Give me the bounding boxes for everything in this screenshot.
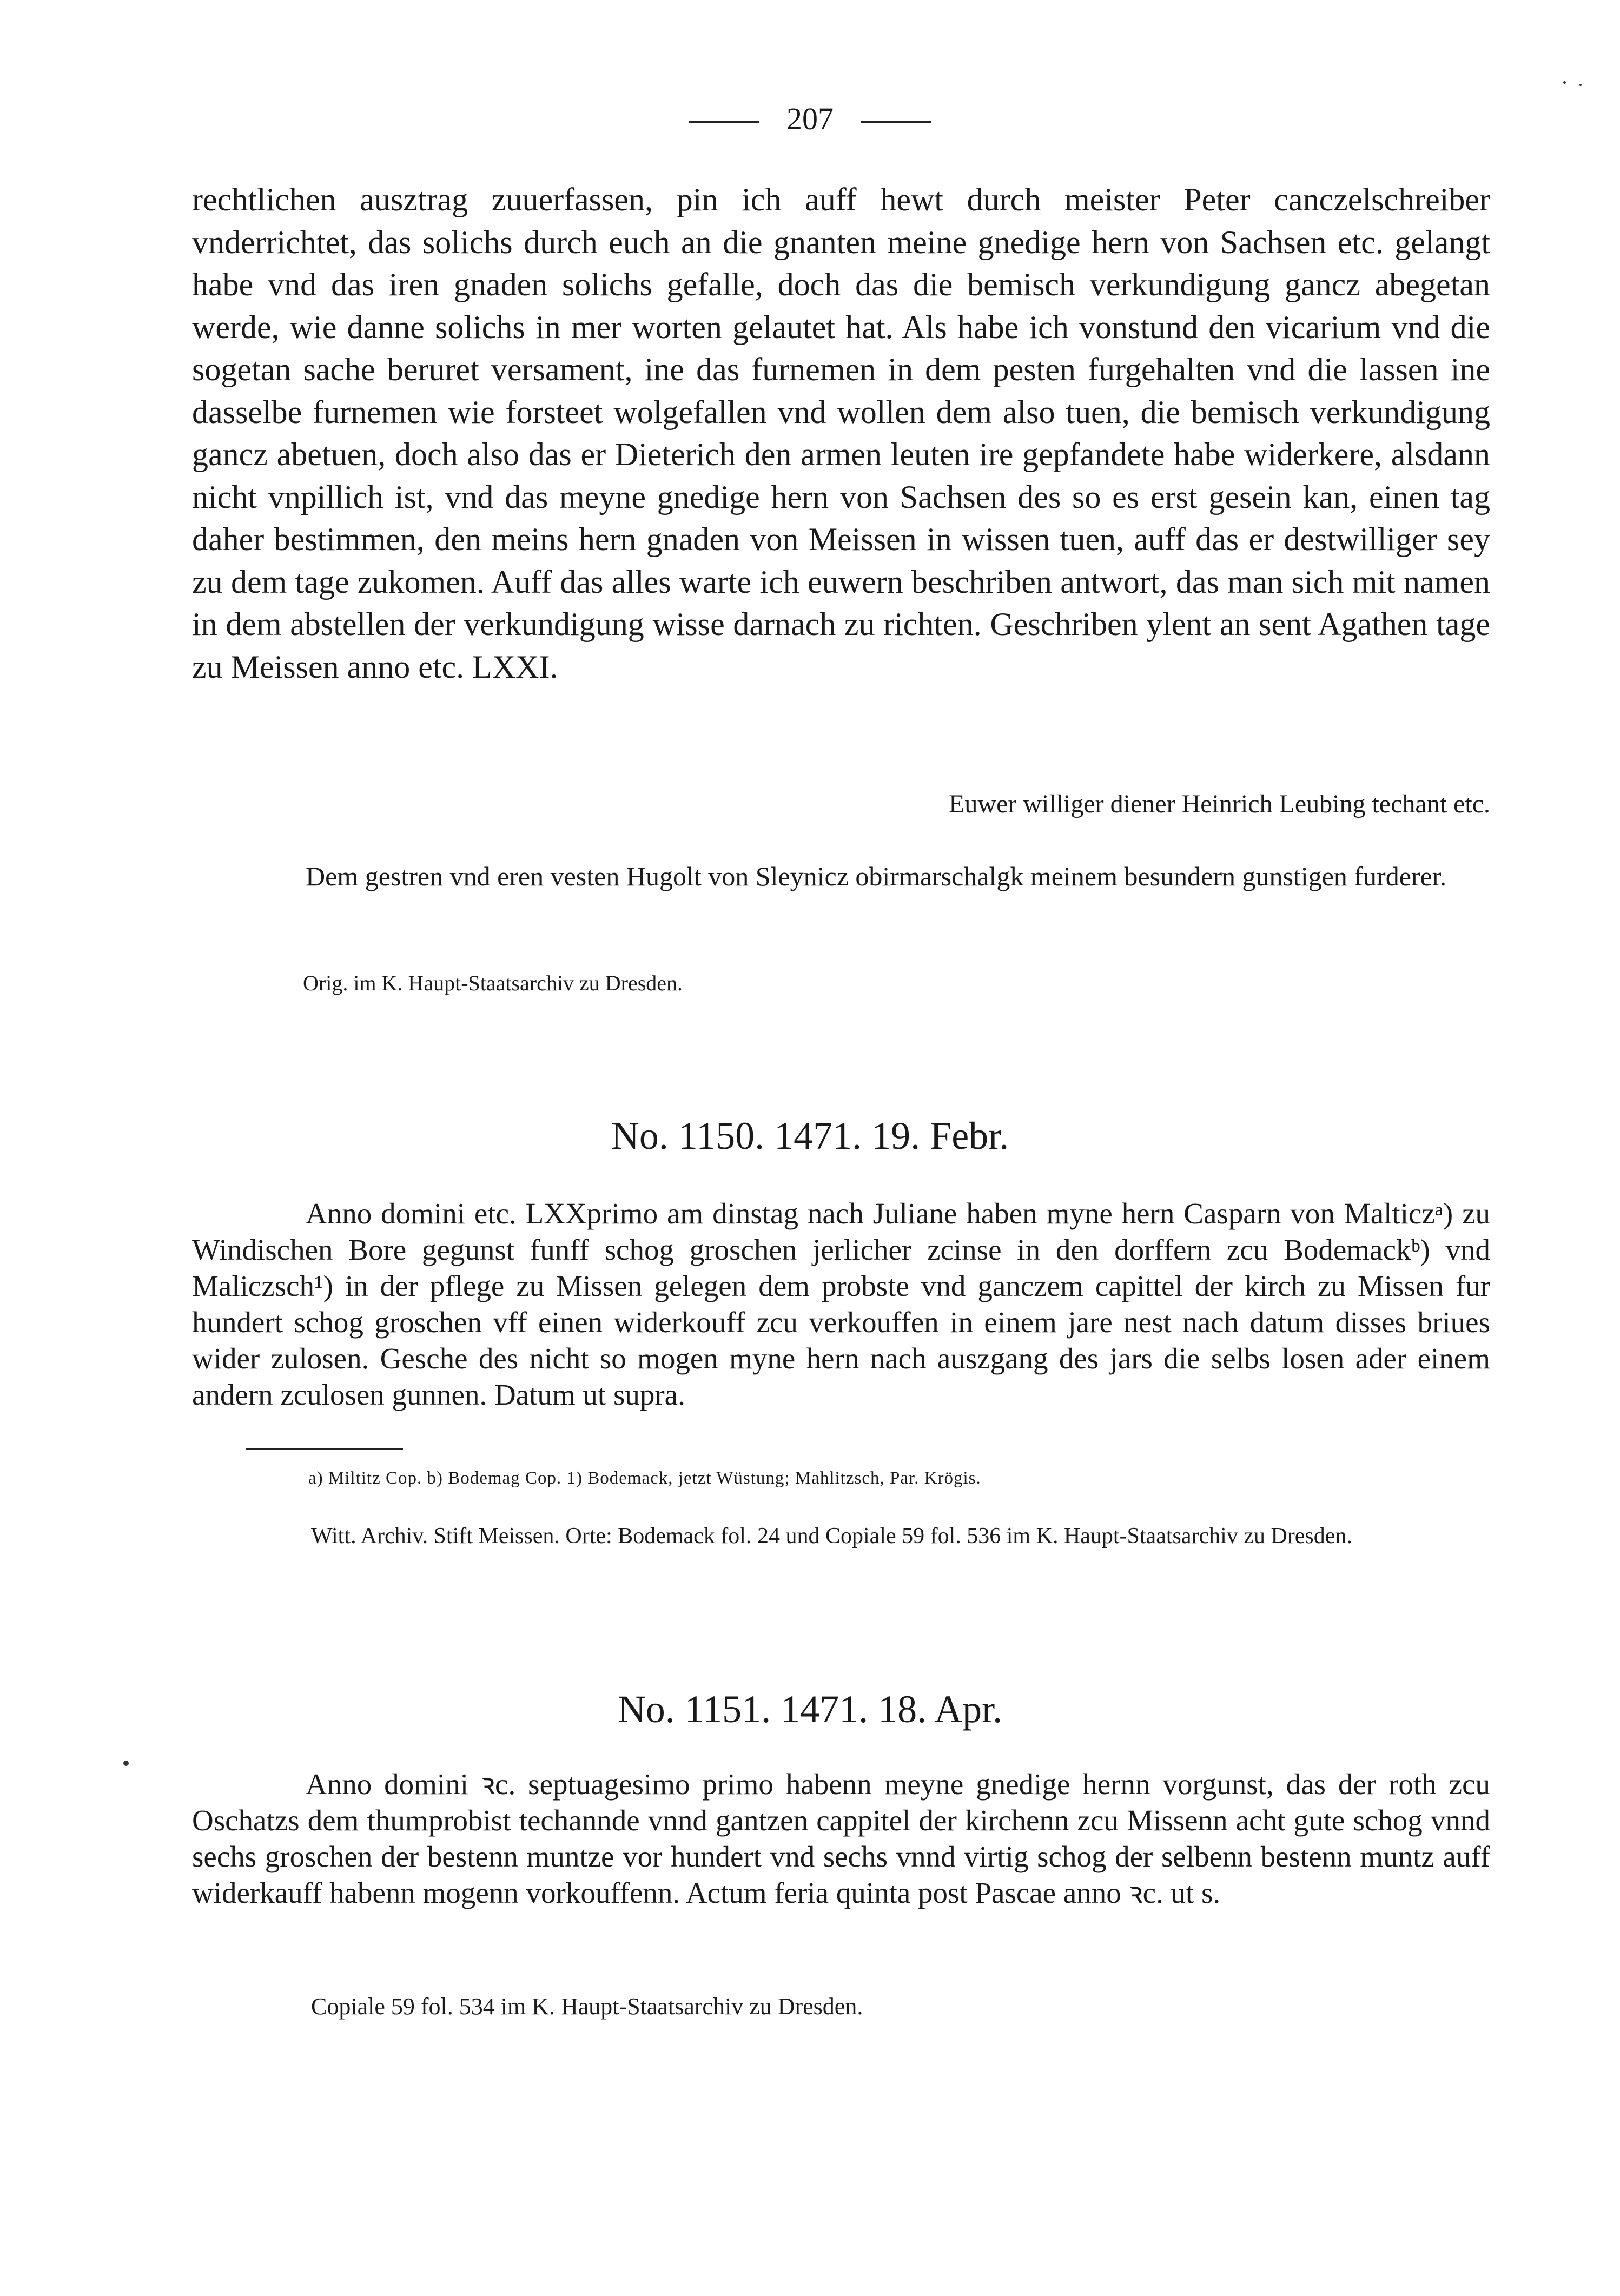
entry-1151-paragraph: Anno domini ꝛc. septuagesimo primo habenn meyne gnedige hernn vorgunst, das der roth zcu Oschatzs dem thumprobist techannde vnnd gantzen cappitel der kirchenn zcu Missenn acht gute schog vnnd sechs groschen der bestenn muntze vor hundert vnd sechs vnnd virtig schog der selbenn bestenn muntz auff widerkauff habenn mogenn vorkouffenn. Actum feria quinta post Pascae anno ꝛc. ut s. [192,1768,1490,1909]
ink-speck [1563,81,1566,84]
page-header [0,100,1620,138]
page-number: 207 [786,101,834,136]
header-rule-left [689,121,759,123]
letter-signature: Euwer williger diener Heinrich Leubing techant etc. [949,790,1490,818]
entry-1151-text [192,1766,1490,1911]
letter-continued-text [192,178,1490,688]
entry-1150-archive: Witt. Archiv. Stift Meissen. Orte: Bodemack fol. 24 und Copiale 59 fol. 536 im K. Haupt-Staatsarchiv zu Dresden. [311,1524,1352,1549]
entry-1150-footnotes: a) Miltitz Cop. b) Bodemag Cop. 1) Bodemack, jetzt Wüstung; Mahlitzsch, Par. Krögis. [308,1468,981,1488]
ink-speck [123,1761,129,1766]
letter-address: Dem gestren vnd eren vesten Hugolt von Sleynicz obirmarschalgk meinem besundern gunstigen furderer. [306,861,1447,891]
header-rule-right [861,121,931,123]
footnote-rule [246,1448,403,1450]
letter-paragraph: rechtlichen ausztrag zuuerfassen, pin ich auff hewt durch meister Peter canczelschreiber vnderrichtet, das solichs durch euch an die gnanten meine gnedige hern von Sachsen etc. gelangt habe vnd das iren gnaden solichs gefalle, doch das die bemisch verkundigung gancz abegetan werde, wie danne solichs in mer worten gelautet hat. Als habe ich vonstund den vicarium vnd die sogetan sache beruret versament, ine das furnemen in dem pesten furgehalten vnd die lassen ine dasselbe furnemen wie forsteet wolgefallen vnd wollen dem also tuen, die bemisch verkundigung gancz abetuen, doch also das er Dieterich den armen leuten ire gepfandete habe widerkere, alsdann nicht vnpillich ist, vnd das meyne gnedige hern von Sachsen des so es erst gesein kan, einen tag daher bestimmen, den meins hern gnaden von Meissen in wissen tuen, auff das er destwilliger sey zu dem tage zukomen. Auff das alles warte ich euwern beschriben antwort, das man sich mit namen in dem abstellen der verkundigung wisse darnach zu richten. Geschriben ylent an sent Agathen tage zu Meissen anno etc. LXXI. [192,182,1490,685]
entry-1150-text [192,1195,1490,1413]
entry-1150-heading: No. 1150. 1471. 19. Febr. [611,1114,1009,1157]
entry-1151-heading: No. 1151. 1471. 18. Apr. [617,1688,1003,1731]
entry-1151-source: Copiale 59 fol. 534 im K. Haupt-Staatsarchiv zu Dresden. [311,1993,863,2020]
letter-source: Orig. im K. Haupt-Staatsarchiv zu Dresden. [303,971,683,995]
entry-1150-paragraph: Anno domini etc. LXXprimo am dinstag nach Juliane haben myne hern Casparn von Malticzᵃ) zu Windischen Bore gegunst funff schog groschen jerlicher zcinse in den dorffern zcu Bodemackᵇ) vnd Maliczsch¹) in der pflege zu Missen gelegen dem probste vnd ganczem capittel der kirch zu Missen fur hundert schog groschen vff einen widerkouff zcu verkouffen in einem jare nest nach datum disses briues wider zulosen. Gesche des nicht so mogen myne hern nach auszgang des jars die selbs losen ader einem andern zculosen gunnen. Datum ut supra. [192,1197,1490,1411]
ink-speck [1579,84,1582,86]
